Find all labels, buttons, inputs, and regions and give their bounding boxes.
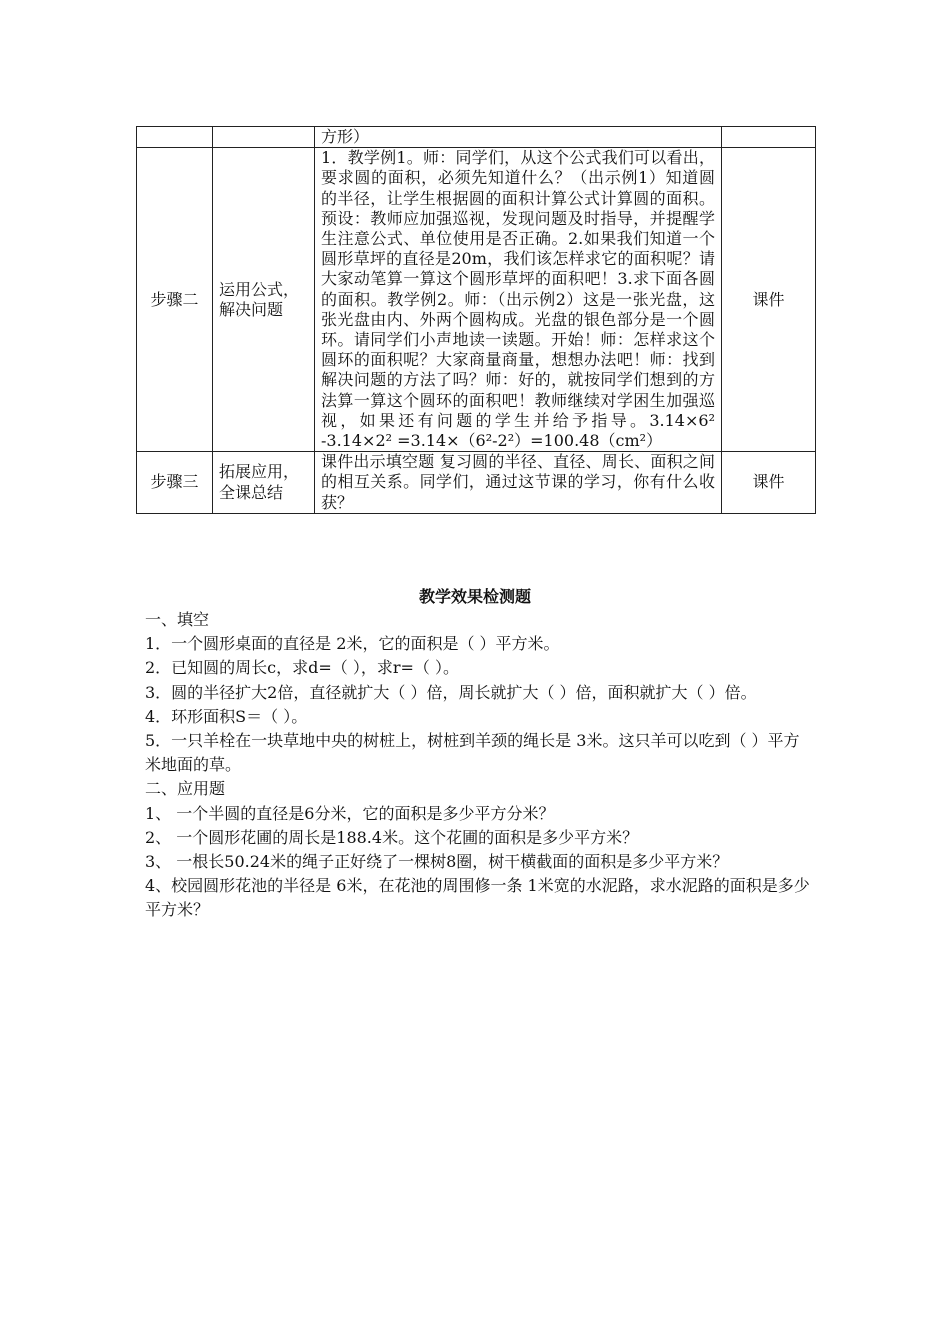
quiz-title: 教学效果检测题 [418, 587, 531, 606]
quiz-question: 4、校园圆形花池的半径是 6米，在花池的周围修一条 1米宽的水泥路，求水泥路的面积是多少平方米？ [145, 876, 810, 920]
activity-label: 拓展应用， 全课总结 [213, 452, 315, 514]
table-cell [137, 127, 213, 148]
step-label: 步骤三 [137, 452, 213, 514]
quiz-question: 3．圆的半径扩大2倍，直径就扩大（ ）倍，周长就扩大（ ）倍，面积就扩大（ ）倍。 [145, 682, 757, 702]
activity-label: 运用公式， 解决问题 [213, 148, 315, 452]
resource-label: 课件 [722, 452, 816, 514]
step-content: 课件出示填空题 复习圆的半径、直径、周长、面积之间的相互关系。同学们，通过这节课的学习，你有什么收获？ [315, 452, 722, 514]
quiz-question: 5．一只羊栓在一块草地中央的树桩上，树桩到羊颈的绳长是 3米。这只羊可以吃到（ ）平方米地面的草。 [145, 731, 800, 775]
table-cell [213, 127, 315, 148]
table-row [137, 148, 816, 452]
section-heading: 二、应用题 [145, 779, 226, 799]
table-cell: 方形） [315, 127, 722, 148]
quiz-question: 3、 一根长50.24米的绳子正好绕了一棵树8圈，树干横截面的面积是多少平方米？ [145, 852, 729, 872]
quiz-question: 2、 一个圆形花圃的周长是188.4米。这个花圃的面积是多少平方米？ [145, 827, 639, 847]
quiz-question: 1、 一个半圆的直径是6分米，它的面积是多少平方分米？ [145, 803, 555, 823]
resource-label: 课件 [722, 148, 816, 452]
table-cell [722, 127, 816, 148]
table-row [137, 452, 816, 514]
quiz-question: 4．环形面积S＝（ ）。 [145, 706, 308, 726]
section-heading: 一、填空 [145, 610, 210, 629]
quiz-question: 2．已知圆的周长c，求d=（ ），求r=（ ）。 [145, 658, 460, 678]
quiz-question: 1．一个圆形桌面的直径是 2米，它的面积是（ ）平方米。 [145, 634, 560, 654]
quiz-section [145, 608, 810, 923]
step-label: 步骤二 [137, 148, 213, 452]
table-row [137, 127, 816, 148]
step-content: 1．教学例1。师：同学们，从这个公式我们可以看出，要求圆的面积，必须先知道什么？（出示例1）知道圆的半径，让学生根据圆的面积计算公式计算圆的面积。预设：教师应加强巡视，发现问题及时指导，并提醒学生注意公式、单位使用是否正确。2.如果我们知道一个圆形草坪的直径是20m，我们该怎样求它的面积呢？请大家动笔算一算这个圆形草坪的面积吧！3.求下面各圆的面积。教学例2。师：（出示例2）这是一张光盘，这张光盘由内、外两个圆构成。光盘的银色部分是一个圆环。请同学们小声地读一读题。开始！师：怎样求这个圆环的面积呢？大家商量商量，想想办法吧！师：找到解决问题的方法了吗？师：好的，就按同学们想到的方法算一算这个圆环的面积吧！教师继续对学困生加强巡视，如果还有问题的学生并给予指导。3.14×6² -3.14×2² =3.14×（6²-2²）=100.48（cm²） [315, 148, 722, 452]
lesson-plan-table [136, 126, 816, 514]
